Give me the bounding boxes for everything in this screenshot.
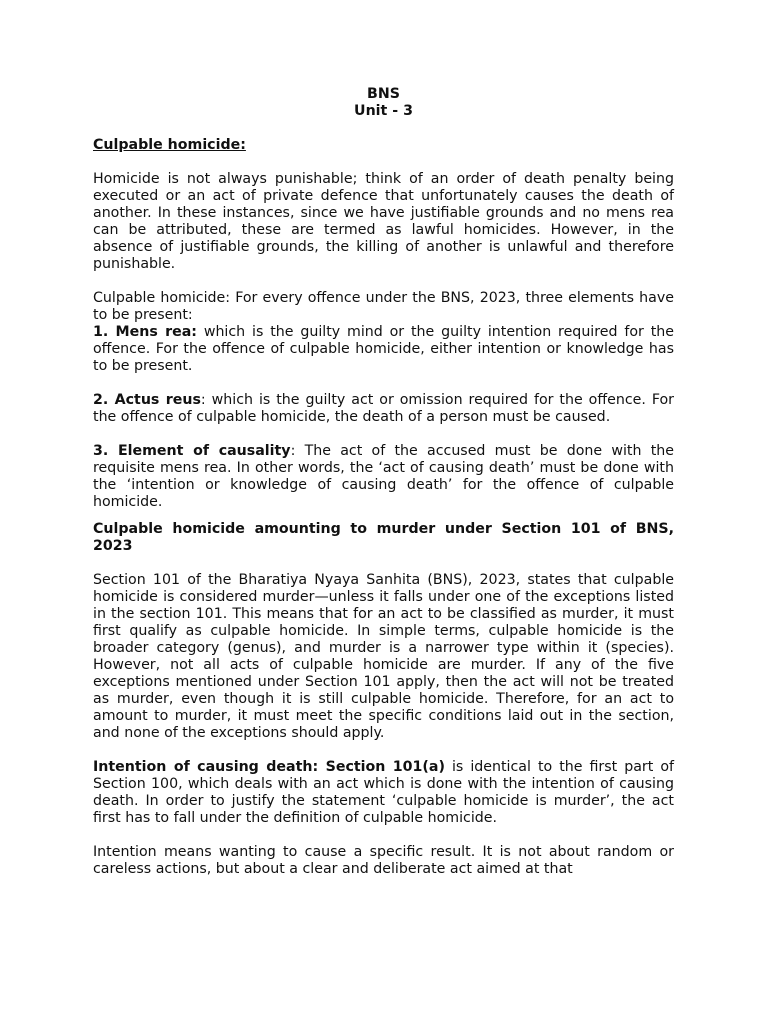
- element-actus-reus: [93, 392, 674, 426]
- element-text: : The act of the accused must be done with the requisite mens rea. In other words, the ‘act of causing death’ must be done with the ‘intention or knowledge of causing death’ for the offence of culpable homicide.: [93, 443, 674, 510]
- element-label: 1. Mens rea:: [93, 324, 197, 340]
- element-mens-rea: [93, 324, 674, 375]
- element-causality: [93, 443, 674, 511]
- element-label: 3. Element of causality: [93, 443, 291, 459]
- intention-label: Intention of causing death: Section 101(a): [93, 759, 445, 775]
- document-page: [93, 86, 674, 878]
- element-text: which is the guilty mind or the guilty intention required for the offence. For the offence of culpable homicide, either intention or knowledge has to be present.: [93, 324, 674, 374]
- element-label: 2. Actus reus: [93, 392, 201, 408]
- intro-paragraph: Homicide is not always punishable; think of an order of death penalty being executed or an act of private defence that unfortunately causes the death of another. In these instances, since we have justifiable grounds and no mens rea can be attributed, these are termed as lawful homicides. However, in the absence of justifiable grounds, the killing of another is unlawful and therefore punishable.: [93, 171, 674, 272]
- document-title: BNS: [367, 86, 400, 102]
- section101-paragraph: Section 101 of the Bharatiya Nyaya Sanhita (BNS), 2023, states that culpable homicide is considered murder—unless it falls under one of the exceptions listed in the section 101. This means that for an act to be classified as murder, it must first qualify as culpable homicide. In simple terms, culpable homicide is the broader category (genus), and murder is a narrower type within it (species). However, not all acts of culpable homicide are murder. If any of the five exceptions mentioned under Section 101 apply, then the act will not be treated as murder, even though it is still culpable homicide. Therefore, for an act to amount to murder, it must meet the specific conditions laid out in the section, and none of the exceptions should apply.: [93, 572, 674, 741]
- murder-heading: Culpable homicide amounting to murder under Section 101 of BNS, 2023: [93, 521, 674, 554]
- elements-paragraph: Culpable homicide: For every offence under the BNS, 2023, three elements have to be present:: [93, 290, 674, 323]
- intention-meaning-paragraph: Intention means wanting to cause a specific result. It is not about random or careless actions, but about a clear and deliberate act aimed at that: [93, 844, 674, 877]
- section-heading: Culpable homicide:: [93, 137, 246, 153]
- element-text: : which is the guilty act or omission required for the offence. For the offence of culpable homicide, the death of a person must be caused.: [93, 392, 674, 425]
- intention-paragraph: [93, 759, 674, 827]
- intention-text: is identical to the first part of Section 100, which deals with an act which is done with the intention of causing death. In order to justify the statement ‘culpable homicide is murder’, the act first has to fall under the definition of culpable homicide.: [93, 759, 675, 826]
- unit-label: Unit - 3: [354, 103, 413, 119]
